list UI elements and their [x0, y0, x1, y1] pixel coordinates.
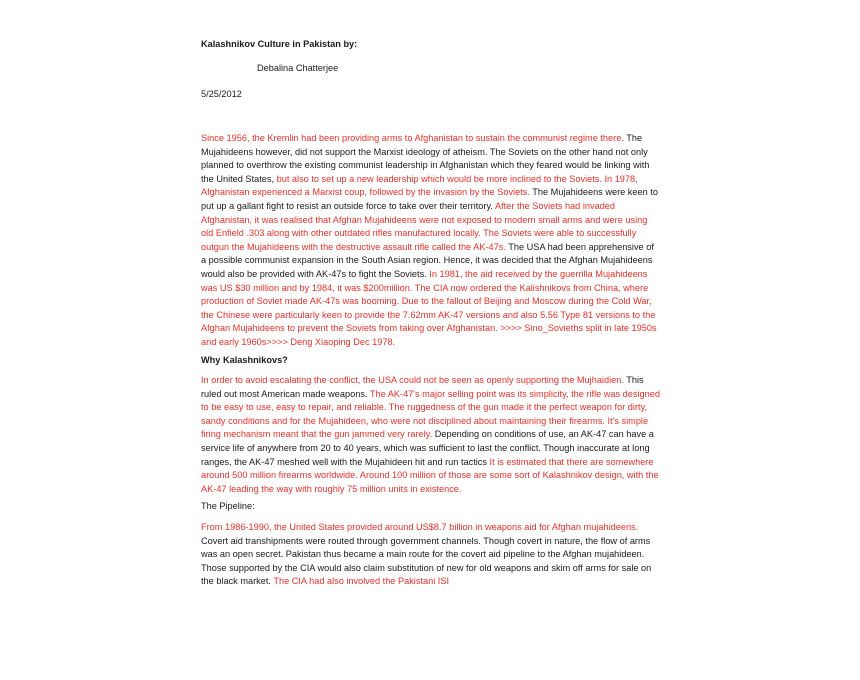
text-segment: The Mujahideens however, did not support the Marxist ideology of atheism. The Soviets on the other hand not only planned to overthrow the existing communist leadership in Afghanistan which they feared would be linking with the United States, — [201, 133, 650, 184]
text-segment: The CIA had also involved the Pakistani ISI — [270, 576, 450, 587]
text-segment: It is estimated that there are somewhere around 500 million firearms worldwide. Around 100 million of those are some sort of Kalashnikov design, with the AK-47 leading the way with roughly 75 million units in existence. — [201, 456, 659, 494]
text-segment: In order to avoid escalating the conflict, the USA could not be seen as openly supporting the Mujhaidien. — [201, 375, 624, 386]
section-heading-pipeline: The Pipeline: — [201, 501, 255, 512]
text-segment: From 1986-1990, the United States provided around US$8.7 billion in weapons aid for Afghan mujahideens. — [201, 522, 639, 533]
text-segment: Depending on conditions of use, an AK-47 can have a service life of anywhere from 20 to 40 years, which was sufficient to last the conflict. Though inaccurate at long ranges, the AK-47 meshed well with the Mujahideen hit and run tactics — [201, 429, 654, 467]
document-date: 5/25/2012 — [201, 89, 242, 99]
text-segment: The USA had been apprehensive of a possible communist expansion in the South Asian region. Hence, it was decided that the Afghan Mujahideens would also be provided with AK-47s to fight the Soviets. — [201, 241, 654, 279]
text-column — [201, 38, 661, 589]
text-segment: but also to set up a new leadership which would be more inclined to the Soviets. In 1978, Afghanistan experienced a Marxist coup, followed by the invasion by the Soviets. — [201, 173, 638, 198]
text-segment: The Mujahideens were keen to put up a gallant fight to resist an outside force to take over their territory. — [201, 187, 658, 211]
text-segment: Covert aid transhipments were routed through government channels. Though covert in nature, the flow of arms was an open secret. Pakistan thus became a main route for the covert aid pipeline to the Afghan mujahideen. Those supported by the CIA would also claim substitution of new for old weapons and skim off arms for sale on the black market. — [201, 535, 652, 587]
section-heading-why-kalashnikovs: Why Kalashnikovs? — [201, 354, 288, 365]
text-segment: In 1981, the aid received by the guerrilla Mujahideens was US $30 million and by 1984, it was $200million. The CIA now ordered the Kalishnikovs from China, where production of Soviet made AK-47s was booming. Due to the fallout of Beijing and Moscow during the Cold War, the Chinese were particularly keen to provide the 7.62mm AK-47 versions and also 5.56 Type 81 versions to the Afghan Mujahideens to prevent the Soviets from taking over Afghanistan. >>>> Sino_Sovieths split in late 1950s and early 1960s>>>> Deng Xiaoping Dec 1978. — [201, 268, 657, 347]
text-segment: The AK-47's major selling point was its simplicity, the rifle was designed to be easy to use, easy to repair, and reliable. The ruggedness of the gun made it the perfect weapon for dirty, sandy conditions and for the Mujahideen, who were not disciplined about maintaining their firearms. It's simple firing mechanism meant that the gun jammed very rarely. — [201, 388, 660, 440]
paragraph-history — [201, 132, 661, 350]
author-name: Debalina Chatterjee — [257, 63, 339, 73]
text-segment: After the Soviets had invaded Afghanistan, it was realised that Afghan Mujahideens were not exposed to modern small arms and were using old Enfield .303 along with other outdated rifles manufactured locally. The Soviets were able to successfully outgun the Mujahideens with the destructive assault rifle called the AK-47s. — [201, 200, 648, 252]
text-segment: This ruled out most American made weapons. — [201, 375, 644, 399]
document-title: Kalashnikov Culture in Pakistan by: — [201, 39, 358, 49]
paragraph-pipeline — [201, 521, 661, 589]
text-segment: Since 1956, the Kremlin had been providing arms to Afghanistan to sustain the communist regime there. — [201, 133, 624, 143]
paragraph-why-kalashnikovs — [201, 374, 661, 496]
